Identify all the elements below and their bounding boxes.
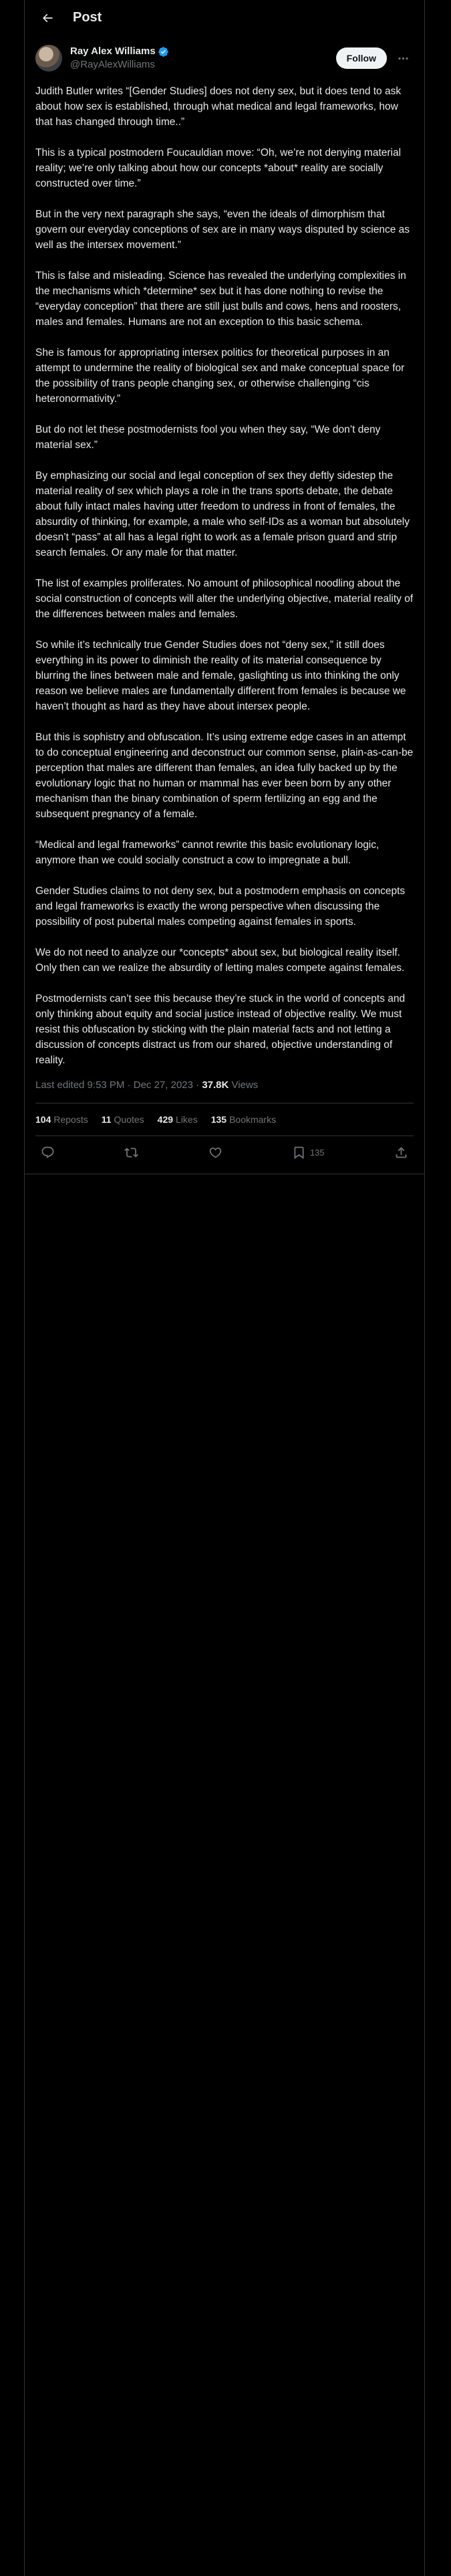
reposts-label: Reposts (53, 1114, 88, 1125)
post-paragraph: Postmodernists can’t see this because they’re stuck in the world of concepts and only thinking about equity and social justice instead of objective reality. We must resist this obfuscation by sticking with the plain material facts and not letting a discussion of concepts distract us from our shared, objective understanding of reality. (35, 993, 408, 1066)
share-icon (394, 1146, 408, 1160)
post-paragraph: But in the very next paragraph she says, “even the ideals of dimorphism that govern our everyday conceptions of sex are in many ways disputed by science as well as the intersex movement.” (35, 209, 413, 251)
primary-column (24, 0, 425, 2576)
reply-icon (41, 1146, 55, 1160)
quotes-label: Quotes (114, 1114, 144, 1125)
reply-button[interactable] (41, 1146, 55, 1160)
post-paragraph: We do not need to analyze our *concepts* about sex, but biological reality itself. Only then can we realize the absurdity of letting males compete against females. (35, 947, 405, 974)
verified-badge-icon (158, 46, 169, 58)
post-metadata (25, 1076, 424, 1103)
post-paragraph: The list of examples proliferates. No amount of philosophical noodling about the social construction of concepts will alter the underlying objective, material reality of the differences between males and females. (35, 578, 416, 620)
author-info (70, 45, 336, 72)
views-label: Views (231, 1079, 259, 1091)
post-paragraph: So while it’s technically true Gender Studies does not “deny sex,” it still does everything in its power to diminish the reality of its material consequence by blurring the lines between male and female, gaslighting us into thinking the only reason we believe males are fundamentally different from females is because we haven’t thought as hard as they have about intersex people. (35, 639, 409, 712)
bookmarks-stat[interactable] (211, 1114, 276, 1125)
repost-button[interactable] (124, 1146, 138, 1160)
bookmark-icon (292, 1146, 306, 1160)
page-header (25, 0, 424, 35)
post-paragraph: “Medical and legal frameworks” cannot rewrite this basic evolutionary logic, anymore than we could socially construct a cow to impregnate a bull. (35, 839, 382, 866)
bookmarks-count: 135 (210, 1114, 227, 1125)
share-button[interactable] (394, 1146, 408, 1160)
post-paragraph: She is famous for appropriating intersex politics for theoretical purposes in an attempt to undermine the reality of biological sex and make conceptual space for the possibility of trans people changing sex, or otherwise challenging “cis heteronormativity.” (35, 347, 408, 405)
bookmark-button[interactable] (292, 1146, 325, 1160)
arrow-left-icon (41, 11, 54, 25)
page-title: Post (73, 10, 102, 25)
like-button[interactable] (208, 1146, 222, 1160)
author-name[interactable]: Ray Alex Williams (70, 45, 156, 57)
more-options-button[interactable] (392, 47, 414, 69)
quotes-stat[interactable] (102, 1114, 144, 1125)
post-paragraph: Judith Butler writes “[Gender Studies] does not deny sex, but it does tend to ask about how sex is established, through what medical and legal frameworks, how that has changed through time..” (35, 86, 404, 128)
reposts-count: 104 (35, 1114, 51, 1125)
post-paragraph: But this is sophistry and obfuscation. It’s using extreme edge cases in an attempt to do conceptual engineering and deconstruct our common sense, plain-as-can-be perception that males are different than females, an idea fully backed up by the evolutionary logic that no human or mammal has ever been born by any other mechanism than the binary combination of sperm fertilizing an egg and the subsequent pregnancy of a female. (35, 732, 416, 820)
repost-icon (124, 1146, 138, 1160)
likes-stat[interactable] (158, 1114, 198, 1125)
heart-icon (208, 1146, 222, 1160)
post-paragraph: Gender Studies claims to not deny sex, but a postmodern emphasis on concepts and legal frameworks is exactly the wrong perspective when discussing the possibility of post pubertal males competing against females in sports. (35, 885, 408, 928)
follow-button[interactable]: Follow (336, 47, 387, 69)
reposts-stat[interactable] (35, 1114, 88, 1125)
likes-label: Likes (176, 1114, 198, 1125)
more-icon (397, 52, 410, 65)
edited-timestamp[interactable]: Last edited 9:53 PM · Dec 27, 2023 (35, 1079, 193, 1091)
quotes-count: 11 (101, 1114, 112, 1125)
post-paragraph: By emphasizing our social and legal conception of sex they deftly sidestep the material reality of sex which plays a role in the trans sports debate, the debate about fully intact males having utter freedom to undress in front of females, the absurdity of thinking, for example, a male who self-IDs as a woman but absolutely doesn’t “pass” at all has a legal right to work as a female prison guard and strip search females. Or any male for that matter. (35, 470, 413, 558)
views-count: 37.8K (202, 1079, 229, 1091)
author-handle[interactable]: @RayAlexWilliams (70, 59, 155, 70)
author-row (25, 35, 424, 76)
meta-separator: · (192, 1079, 202, 1091)
post-paragraph: This is a typical postmodern Foucauldian move: “Oh, we’re not denying material reality; we’re only talking about how our concepts *about* reality are socially constructed over time.” (35, 147, 404, 189)
back-button[interactable] (35, 6, 59, 30)
post-paragraph: But do not let these postmodernists fool you when they say, “We don’t deny material sex.” (35, 424, 384, 451)
engagement-stats (25, 1103, 424, 1136)
post-actions (25, 1136, 424, 1168)
avatar[interactable] (35, 45, 62, 72)
bookmarks-label: Bookmarks (229, 1114, 277, 1125)
post-paragraph: This is false and misleading. Science has revealed the underlying complexities in the mechanisms which *determine* sex but it has done nothing to revise the “everyday conception” that there are still just bulls and cows, hens and roosters, males and females. Humans are not an exception to this basic schema. (35, 270, 410, 328)
bookmark-count: 135 (309, 1147, 325, 1158)
likes-count: 429 (157, 1114, 174, 1125)
post-text (25, 76, 424, 1068)
